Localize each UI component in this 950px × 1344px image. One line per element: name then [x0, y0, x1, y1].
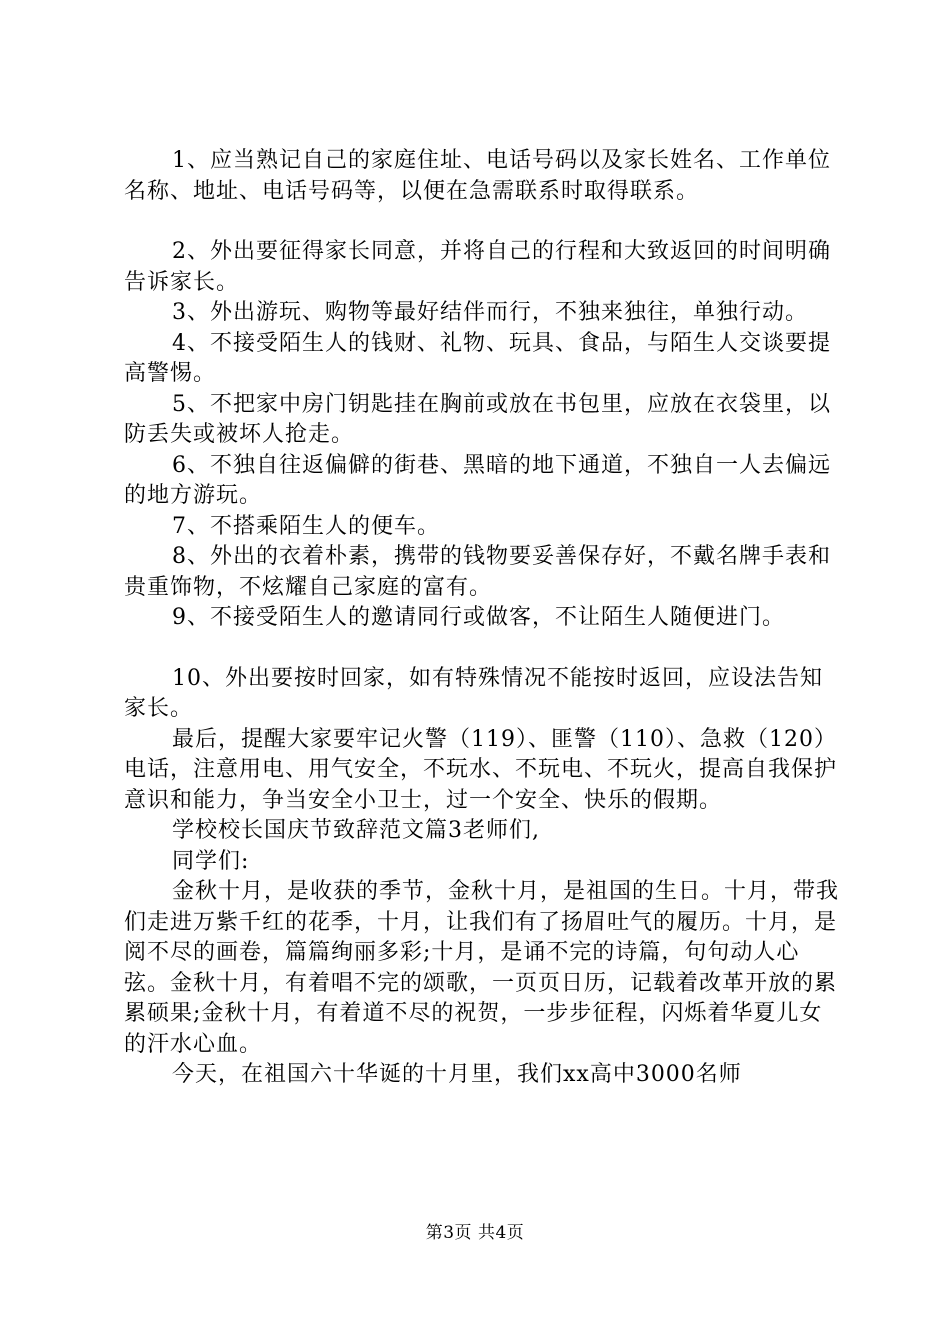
paragraph-today: 今天，在祖国六十华诞的十月里，我们xx高中3000名师	[172, 1062, 742, 1087]
paragraph-speech-heading: 学校校长国庆节致辞范文篇3老师们,	[172, 818, 540, 843]
paragraph-item-3: 3、外出游玩、购物等最好结伴而行，不独来独往，单独行动。	[172, 300, 808, 325]
paragraph-item-10: 10、外出要按时回家，如有特殊情况不能按时返回，应设法告知家长。	[124, 665, 823, 721]
paragraph-item-2: 2、外出要征得家长同意，并将自己的行程和大致返回的时间明确告诉家长。	[124, 239, 831, 295]
paragraph-item-7: 7、不搭乘陌生人的便车。	[172, 513, 440, 539]
paragraph-golden-autumn: 金秋十月，是收获的季节，金秋十月，是祖国的生日。十月，带我们走进万紫千红的花季，十月，让我们有了扬眉吐气的履历。十月，是阅不尽的画卷，篇篇绚丽多彩;十月，是诵不完的诗篇，句句动人心弦。金秋十月，有着唱不完的颂歌，一页页日历，记载着改革开放的累累硕果;金秋十月，有着道不尽的祝贺，一步步征程，闪烁着华夏儿女的汗水心血。	[124, 879, 840, 1057]
paragraph-item-4: 4、不接受陌生人的钱财、礼物、玩具、食品，与陌生人交谈要提高警惕。	[124, 330, 831, 386]
paragraph-item-5: 5、不把家中房门钥匙挂在胸前或放在书包里，应放在衣袋里，以防丢失或被坏人抢走。	[124, 391, 831, 447]
paragraph-item-1: 1、应当熟记自己的家庭住址、电话号码以及家长姓名、工作单位名称、地址、电话号码等，以便在急需联系时取得联系。	[124, 148, 831, 204]
paragraph-salutation: 同学们:	[172, 848, 250, 874]
paragraph-closing-reminder: 最后，提醒大家要牢记火警（119）、匪警（110）、急救（120）电话，注意用电、用气安全，不玩水、不玩电、不玩火，提高自我保护意识和能力，争当安全小卫士，过一个安全、快乐的假期。	[124, 726, 838, 813]
paragraph-item-9: 9、不接受陌生人的邀请同行或做客，不让陌生人随便进门。	[172, 605, 785, 630]
page-footer: 第3页 共4页	[425, 1223, 525, 1243]
paragraph-item-6: 6、不独自往返偏僻的街巷、黑暗的地下通道，不独自一人去偏远的地方游玩。	[124, 452, 831, 508]
paragraph-item-8: 8、外出的衣着朴素，携带的钱物要妥善保存好，不戴名牌手表和贵重饰物，不炫耀自己家庭的富有。	[124, 544, 831, 600]
document-body	[124, 146, 844, 1091]
